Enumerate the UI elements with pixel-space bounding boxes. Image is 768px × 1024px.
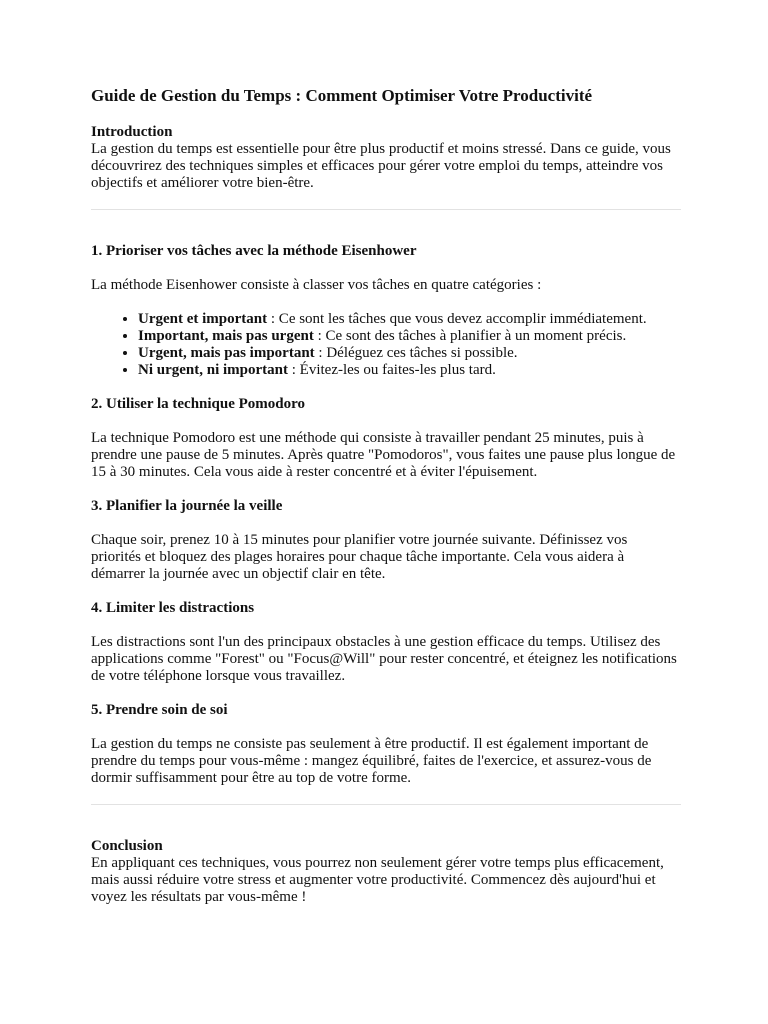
section-heading: 3. Planifier la journée la veille (91, 498, 283, 514)
list-item-bold: Urgent et important (138, 311, 268, 327)
section-distractions (91, 600, 681, 685)
introduction-heading: Introduction (91, 124, 173, 140)
list-item-bold: Ni urgent, ni important (138, 362, 288, 378)
list-item-text: : Déléguez ces tâches si possible. (314, 345, 518, 361)
list-item-bold: Important, mais pas urgent (138, 328, 314, 344)
list-item-text: : Ce sont des tâches à planifier à un moment précis. (313, 328, 627, 344)
section-heading: 1. Prioriser vos tâches avec la méthode Eisenhower (91, 243, 417, 259)
section-text: La gestion du temps ne consiste pas seulement à être productif. Il est également important de prendre du temps pour vous-même : mangez équilibré, faites de l'exercice, et assurez-vous de dormir suffisamment pour être au top de votre forme. (91, 736, 652, 786)
list-item (138, 311, 681, 328)
divider-top (91, 209, 681, 210)
list-item (138, 362, 681, 379)
section-text: La méthode Eisenhower consiste à classer vos tâches en quatre catégories : (91, 277, 542, 293)
eisenhower-list (91, 311, 681, 379)
list-item-text: : Évitez-les ou faites-les plus tard. (288, 362, 496, 378)
list-item (138, 345, 681, 362)
section-heading: 2. Utiliser la technique Pomodoro (91, 396, 306, 412)
section-heading: 5. Prendre soin de soi (91, 702, 228, 718)
document-title: Guide de Gestion du Temps : Comment Optimiser Votre Productivité (91, 86, 593, 105)
section-self-care (91, 702, 681, 787)
section-eisenhower (91, 243, 681, 379)
conclusion-section (91, 838, 681, 906)
conclusion-text: En appliquant ces techniques, vous pourrez non seulement gérer votre temps plus efficacement, mais aussi réduire votre stress et augmenter votre productivité. Commencez dès aujourd'hui et voyez les résultats par vous-même ! (91, 855, 664, 905)
introduction-section (91, 124, 681, 192)
conclusion-heading: Conclusion (91, 838, 163, 854)
divider-bottom (91, 804, 681, 805)
section-text: Chaque soir, prenez 10 à 15 minutes pour planifier votre journée suivante. Définissez vos priorités et bloquez des plages horaires pour chaque tâche importante. Cela vous aidera à démarrer la journée avec un objectif clair en tête. (91, 532, 628, 582)
section-heading: 4. Limiter les distractions (91, 600, 255, 616)
list-item (138, 328, 681, 345)
list-item-text: : Ce sont les tâches que vous devez accomplir immédiatement. (267, 311, 647, 327)
section-pomodoro (91, 396, 681, 481)
introduction-text: La gestion du temps est essentielle pour être plus productif et moins stressé. Dans ce guide, vous découvrirez des techniques simples et efficaces pour gérer votre emploi du temps, atteindre vos objectifs et améliorer votre bien-être. (91, 141, 671, 191)
section-text: Les distractions sont l'un des principaux obstacles à une gestion efficace du temps. Utilisez des applications comme "Forest" ou "Focus@Will" pour rester concentré, et éteignez les notifications de votre téléphone lorsque vous travaillez. (91, 634, 677, 684)
section-planning (91, 498, 681, 583)
document-content (91, 86, 681, 906)
list-item-bold: Urgent, mais pas important (138, 345, 315, 361)
sections-container (91, 243, 681, 787)
section-text: La technique Pomodoro est une méthode qui consiste à travailler pendant 25 minutes, puis à prendre une pause de 5 minutes. Après quatre "Pomodoros", vous faites une pause plus longue de 15 à 30 minutes. Cela vous aide à rester concentré et à éviter l'épuisement. (91, 430, 676, 480)
